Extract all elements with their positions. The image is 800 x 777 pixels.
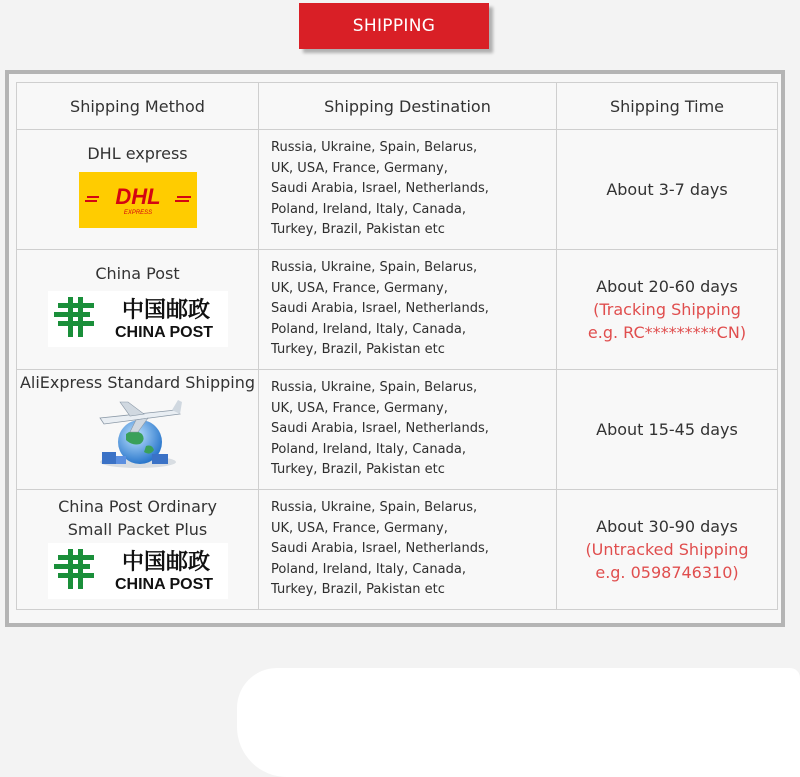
header-time: Shipping Time [557, 83, 778, 130]
method-name: China Post [95, 264, 180, 283]
destination-line: Poland, Ireland, Italy, Canada, [271, 321, 466, 337]
china-post-en-text: CHINA POST [114, 575, 213, 593]
method-cell [17, 370, 259, 490]
header-destination: Shipping Destination [259, 83, 557, 130]
method-name-line2: Small Packet Plus [67, 519, 208, 539]
table-row [17, 250, 778, 370]
time-main: About 30-90 days [596, 517, 738, 536]
method-cell [17, 250, 259, 370]
time-cell [557, 490, 778, 610]
method-name: AliExpress Standard Shipping [19, 373, 256, 392]
time-note: (Untracked Shipping [585, 540, 749, 559]
destination-line: Turkey, Brazil, Pakistan etc [271, 582, 445, 598]
time-main: About 20-60 days [596, 277, 738, 296]
time-note: e.g. 0598746310) [595, 563, 739, 582]
destination-line: Saudi Arabia, Israel, Netherlands, [271, 301, 489, 317]
destination-line: Saudi Arabia, Israel, Netherlands, [271, 421, 489, 437]
header-method: Shipping Method [17, 83, 259, 130]
method-name-line1: China Post Ordinary [58, 496, 217, 516]
table-row [17, 370, 778, 490]
method-cell [17, 490, 259, 610]
destination-line: Poland, Ireland, Italy, Canada, [271, 201, 466, 217]
destination-line: UK, USA, France, Germany, [271, 520, 448, 536]
time-note: (Tracking Shipping [593, 300, 741, 319]
time-main: About 15-45 days [596, 420, 738, 439]
time-cell [557, 370, 778, 490]
shipping-table [16, 82, 778, 610]
time-cell [557, 250, 778, 370]
dhl-logo-text: DHL [114, 183, 161, 209]
destination-line: Turkey, Brazil, Pakistan etc [271, 342, 445, 358]
china-post-logo [48, 291, 228, 347]
destination-cell [259, 130, 557, 250]
destination-cell [259, 250, 557, 370]
destination-line: Russia, Ukraine, Spain, Belarus, [271, 380, 478, 396]
destination-line: UK, USA, France, Germany, [271, 160, 448, 176]
table-header-row [17, 83, 778, 130]
shipping-banner [299, 3, 489, 49]
destination-line: Poland, Ireland, Italy, Canada, [271, 441, 466, 457]
banner-label: SHIPPING [352, 16, 436, 36]
table-row [17, 490, 778, 610]
destination-line: Russia, Ukraine, Spain, Belarus, [271, 140, 478, 156]
destination-cell [259, 370, 557, 490]
destination-line: Poland, Ireland, Italy, Canada, [271, 561, 466, 577]
destination-line: Turkey, Brazil, Pakistan etc [271, 462, 445, 478]
dhl-logo [79, 172, 197, 228]
china-post-cn-text: 中国邮政 [121, 549, 210, 575]
destination-line: UK, USA, France, Germany, [271, 400, 448, 416]
blank-overlay [237, 668, 800, 777]
china-post-logo [48, 543, 228, 599]
table-row [17, 130, 778, 250]
time-main: About 3-7 days [606, 180, 728, 199]
destination-line: Turkey, Brazil, Pakistan etc [271, 222, 445, 238]
destination-line: Saudi Arabia, Israel, Netherlands, [271, 181, 489, 197]
china-post-en-text: CHINA POST [114, 324, 213, 341]
destination-line: UK, USA, France, Germany, [271, 280, 448, 296]
destination-cell [259, 490, 557, 610]
destination-line: Saudi Arabia, Israel, Netherlands, [271, 541, 489, 557]
destination-line: Russia, Ukraine, Spain, Belarus, [271, 260, 478, 276]
china-post-cn-text: 中国邮政 [121, 298, 210, 323]
dhl-logo-subtext: EXPRESS [123, 209, 152, 216]
time-note: e.g. RC*********CN) [587, 323, 747, 342]
method-name: DHL express [87, 143, 188, 163]
method-cell [17, 130, 259, 250]
destination-line: Russia, Ukraine, Spain, Belarus, [271, 500, 478, 516]
time-cell [557, 130, 778, 250]
airplane-globe-icon [90, 398, 186, 474]
